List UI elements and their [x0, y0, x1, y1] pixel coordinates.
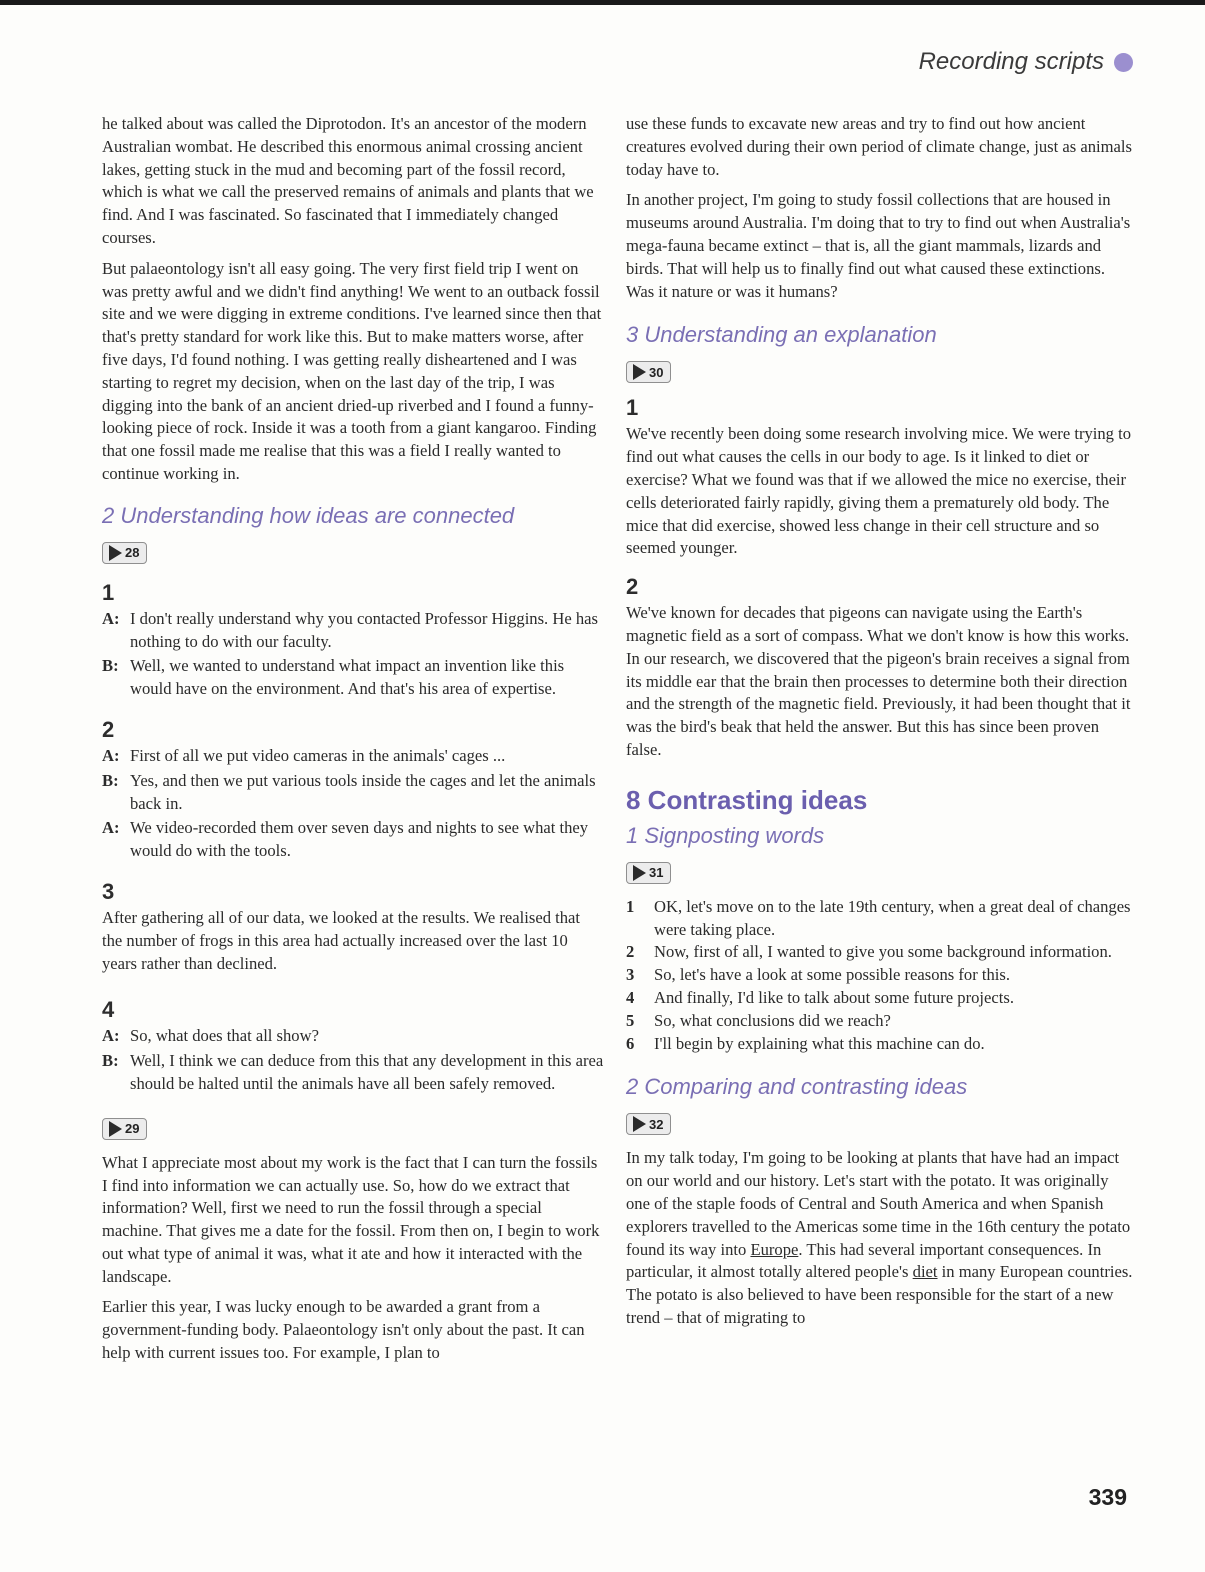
list-number: 6 [626, 1033, 635, 1053]
speaker: A: [102, 818, 120, 838]
header-title: Recording scripts [918, 48, 1104, 75]
dialogue-line [102, 608, 604, 654]
page-number: 339 [1088, 1484, 1127, 1510]
text-run: In my talk today, I'm going to be looking at plants that have had an impact on our world and our history. Let's start with the potato. It was originally one of the staple foods of Central and South America and when Spanish explorers travelled to the Americas some time in the 16th century the potato found its way into [626, 1148, 1131, 1259]
list-item [626, 987, 1134, 1010]
play-icon [633, 364, 646, 380]
dialogue-line [102, 770, 604, 816]
paragraph: But palaeontology isn't all easy going. The very first field trip I went on was pretty awful and we didn't find anything! We went to an outback fossil site and we were digging in extreme conditions. I've learned since then that that's pretty standard for work like this. But to make matters worse, after five days, I'd found nothing. I was getting really disheartened and I was starting to regret my decision, when on the last day of the trip, I was digging into the bank of an ancient dried-up riverbed and I found a funny-looking piece of rock. Inside it was a tooth from a giant kangaroo. Finding that one fossil made me realise that this was a field I really wanted to continue working in. [102, 258, 602, 483]
audio-track-button[interactable] [626, 361, 671, 383]
list-text: So, let's have a look at some possible reasons for this. [654, 965, 1011, 985]
dialogue-line [102, 1025, 604, 1048]
dialogue-line [102, 1050, 604, 1096]
list-text: Now, first of all, I wanted to give you some background information. [654, 942, 1112, 962]
top-border [0, 0, 1205, 5]
track-number: 29 [125, 1121, 140, 1137]
paragraph: What I appreciate most about my work is the fact that I can turn the fossils I find into information we can actually use. So, how do we extract that information? Well, first we need to run the fossil through a special machine. That gives me a date for the fossil. From then on, I begin to work out what type of animal it was, what it ate and how it interacted with the landscape. [102, 1152, 600, 1286]
play-icon [633, 865, 646, 881]
dialogue-text: First of all we put video cameras in the animals' cages ... [130, 745, 506, 765]
speaker: B: [102, 1051, 119, 1071]
list-text: OK, let's move on to the late 19th century, when a great deal of changes were taking place. [654, 896, 1131, 939]
list-number: 5 [626, 1010, 635, 1030]
speaker: B: [102, 770, 119, 790]
right-column [626, 113, 1134, 1338]
section-heading: 1 Signposting words [626, 822, 825, 848]
dialogue-line [102, 817, 604, 863]
track-number: 32 [649, 1116, 664, 1132]
list-number: 4 [626, 987, 635, 1007]
paragraph: We've known for decades that pigeons can navigate using the Earth's magnetic field as a sort of compass. What we don't know is how this works. In our research, we discovered that the pigeon's brain receives a signal from its middle ear that the brain then processes to determine both their direction and the strength of the magnetic field. Previously, it had been thought that it was the bird's beak that held the answer. But this has since been proven false. [626, 603, 1131, 759]
list-item [626, 941, 1134, 964]
audio-track-button[interactable] [626, 1113, 671, 1135]
speaker: B: [102, 656, 119, 676]
audio-track-button[interactable] [102, 1118, 147, 1140]
dialogue-text: So, what does that all show? [130, 1026, 319, 1046]
dialogue-text: Yes, and then we put various tools inside the cages and let the animals back in. [130, 770, 596, 813]
paragraph: We've recently been doing some research involving mice. We were trying to find out what causes the cells in our body to age. Is it linked to diet or exercise? What we found was that if we allowed the mice no exercise, their cells deteriorated fairly rapidly, giving them a prematurely old body. The mice that did exercise, showed less change in their cell structure and so seemed younger. [626, 424, 1132, 558]
paragraph: he talked about was called the Diprotodon. It's an ancestor of the modern Australian wombat. He described this enormous animal crossing ancient lakes, getting stuck in the mud and becoming part of the fossil record, which is what we call the preserved remains of animals and plants that we find. And I was fascinated. So fascinated that I immediately changed courses. [102, 114, 594, 247]
list-item [626, 1010, 1134, 1033]
paragraph [626, 1147, 1134, 1329]
paragraph: Earlier this year, I was lucky enough to be awarded a grant from a government-funding body. Palaeontology isn't only about the past. It can help with current issues too. For example, I plan to [102, 1297, 585, 1363]
play-icon [109, 545, 122, 561]
text-run: . This had several important consequences. In particular, it almost totally altered people's [626, 1239, 1102, 1282]
list-item [626, 964, 1134, 987]
audio-track-button[interactable] [102, 542, 147, 564]
page-header [919, 48, 1133, 76]
left-column [102, 113, 604, 1373]
list-number: 3 [626, 965, 635, 985]
dialogue-text: I don't really understand why you contacted Professor Higgins. He has nothing to do with our faculty. [130, 608, 598, 651]
paragraph: In another project, I'm going to study fossil collections that are housed in museums around Australia. I'm doing that to try to find out when Australia's mega-fauna became extinct – that is, all the giant mammals, lizards and birds. That will help us to finally find out what caused these extinctions. Was it nature or was it humans? [626, 190, 1131, 301]
track-number: 28 [125, 545, 140, 561]
paragraph: use these funds to excavate new areas and try to find out how ancient creatures evolved during their own period of climate change, just as animals today have to. [626, 114, 1132, 179]
unit-heading: 8 Contrasting ideas [626, 784, 868, 815]
play-icon [633, 1116, 646, 1132]
numbered-list [626, 896, 1134, 1056]
list-item [626, 896, 1134, 942]
dialogue-line [102, 655, 604, 701]
play-icon [109, 1121, 122, 1137]
speaker: A: [102, 608, 120, 628]
section-heading: 2 Comparing and contrasting ideas [626, 1074, 968, 1100]
track-number: 30 [649, 364, 664, 380]
list-number: 2 [626, 942, 635, 962]
dialogue-text: Well, we wanted to understand what impact an invention like this would have on the environment. And that's his area of expertise. [130, 656, 565, 699]
text-run: in many European countries. The potato is also believed to have been responsible for the start of a new trend – that of migrating to [626, 1262, 1133, 1327]
list-text: And finally, I'd like to talk about some future projects. [654, 987, 1014, 1007]
track-number: 31 [649, 865, 664, 881]
item-number: 1 [102, 579, 115, 605]
item-number: 3 [102, 878, 115, 904]
dialogue-text: Well, I think we can deduce from this that any development in this area should be halted until the animals have all been safely removed. [130, 1051, 604, 1093]
list-text: So, what conclusions did we reach? [654, 1010, 891, 1030]
list-number: 1 [626, 896, 635, 916]
item-number: 2 [102, 716, 115, 742]
item-number: 1 [626, 395, 639, 421]
section-heading: 2 Understanding how ideas are connected [102, 502, 515, 528]
list-item [626, 1033, 1134, 1056]
audio-track-button[interactable] [626, 862, 671, 884]
section-heading: 3 Understanding an explanation [626, 322, 937, 348]
header-dot-icon [1114, 53, 1133, 72]
dialogue-line [102, 745, 604, 768]
item-number: 2 [626, 574, 639, 600]
speaker: A: [102, 745, 120, 765]
underlined-word: Europe [750, 1239, 799, 1259]
item-number: 4 [102, 997, 115, 1023]
underlined-word: diet [912, 1262, 938, 1282]
paragraph: After gathering all of our data, we looked at the results. We realised that the number of frogs in this area had actually increased over the last 10 years rather than declined. [102, 907, 581, 973]
speaker: A: [102, 1026, 120, 1046]
list-text: I'll begin by explaining what this machine can do. [654, 1033, 985, 1053]
dialogue-text: We video-recorded them over seven days and nights to see what they would do with the tools. [130, 818, 589, 861]
